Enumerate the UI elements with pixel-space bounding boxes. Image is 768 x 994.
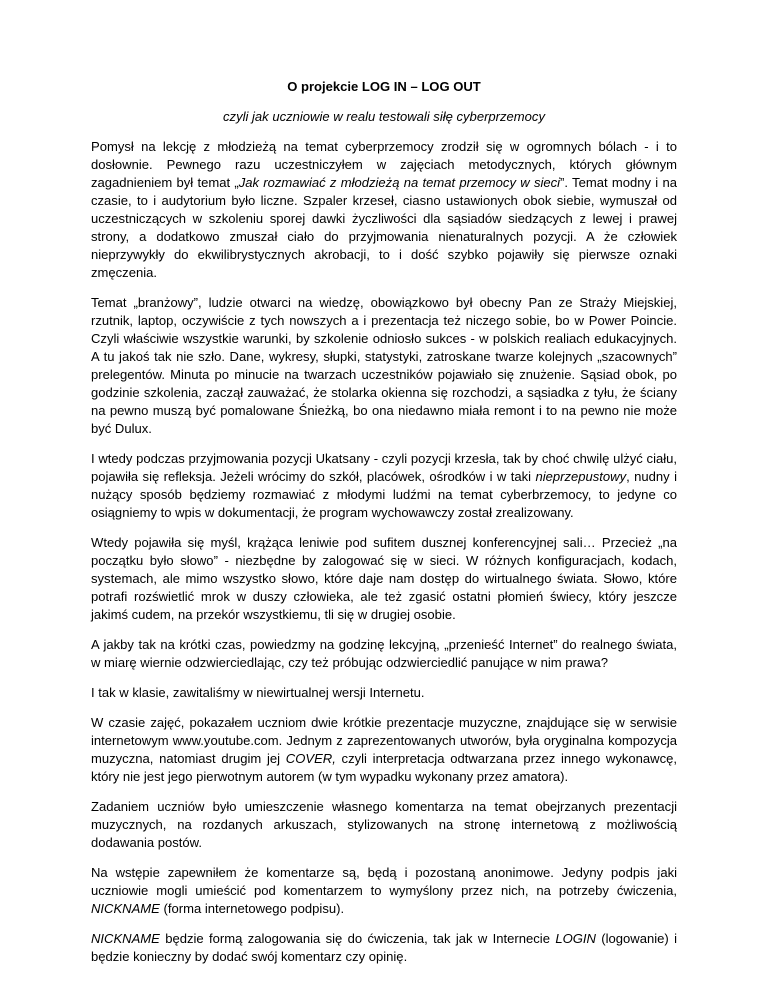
paragraph-7-text-c: czyli interpretacja odtwarzana przez innego wykonawcę, który nie jest jego pierwotnym autorem (w tym wypadku wykonany przez amatora).: [91, 751, 677, 784]
paragraph-7-text-a: W czasie zajęć, pokazałem uczniom dwie krótkie prezentacje muzyczne, znajdujące się w serwisie internetowym www.youtube.com. Jednym z zaprezentowanych utworów, była oryginalna kompozycja muzyczna, natomiast drugim jej: [91, 715, 677, 766]
paragraph-8: Zadaniem uczniów było umieszczenie własnego komentarza na temat obejrzanych prezentacji muzycznych, na rozdanych arkuszach, stylizowanych na stronę internetową z możliwością dodawania postów.: [91, 799, 677, 850]
paragraph-10-text-b: będzie formą zalogowania się do ćwiczenia, tak jak w Internecie: [159, 931, 556, 946]
paragraph-3: [91, 450, 677, 522]
paragraph-7-italic: COVER,: [285, 751, 336, 766]
document-title: O projekcie LOG IN – LOG OUT: [287, 79, 481, 94]
paragraph-3-text-c: , nudny i nużący sposób będziemy rozmawiać z młodymi ludźmi na temat cyberbrzemocy, to jedyne co osiągniemy to wpis w dokumentacji, że program wychowawczy został zrealizowany.: [91, 469, 677, 520]
paragraph-1-italic: Jak rozmawiać z młodzieżą na temat przemocy w sieci: [238, 175, 561, 190]
paragraph-9-italic: NICKNAME: [91, 901, 160, 916]
paragraph-10: [91, 930, 677, 966]
paragraph-5: A jakby tak na krótki czas, powiedzmy na godzinę lekcyjną, „przenieść Internet” do realnego świata, w miarę wiernie odzwierciedlając, czy też próbując odzwierciedlić panujące w nim prawa?: [91, 637, 677, 670]
paragraph-3-italic: nieprzepustowy: [535, 469, 627, 484]
paragraph-2: Temat „branżowy”, ludzie otwarci na wiedzę, obowiązkowo był obecny Pan ze Straży Miejskiej, rzutnik, laptop, oczywiście z tych nowszych a i prezentacja też niczego sobie, bo w Power Poincie. Czyli właściwie wszystkie warunki, by szkolenie odniosło sukces - w polskich realiach edukacyjnych. A tu jakoś tak nie szło. Dane, wykresy, słupki, statystyki, zatroskane twarze kolejnych „szacownych” prelegentów. Minuta po minucie na twarzach uczestników pojawiało się znużenie. Sąsiad obok, po godzinie szkolenia, zaczął zauważać, że stolarka okienna się rozchodzi, a sąsiadka z tyłu, że ściany na pewno muszą być pomalowane Śnieżką, bo ona niedawno miała remont i to na pewno nie może być Dulux.: [91, 295, 677, 436]
paragraph-1-text-a: Pomysł na lekcję z młodzieżą na temat cyberprzemocy zrodził się w ogromnych bólach - i to dosłownie. Pewnego razu uczestniczyłem w zajęciach metodycznych, których głównym zagadnieniem był temat „: [91, 139, 677, 190]
paragraph-9-text-c: (forma internetowego podpisu).: [159, 901, 345, 916]
paragraph-9: [91, 864, 677, 918]
document-subtitle: czyli jak uczniowie w realu testowali siłę cyberprzemocy: [223, 109, 545, 124]
document-page: [91, 78, 677, 978]
paragraph-10-italic-c: LOGIN: [555, 931, 596, 946]
paragraph-6: I tak w klasie, zawitaliśmy w niewirtualnej wersji Internetu.: [91, 685, 425, 700]
paragraph-1: [91, 138, 677, 282]
paragraph-1-text-c: ”. Temat modny i na czasie, to i audytorium było liczne. Szpaler krzeseł, ciasno ustawionych obok siebie, wymuszał od uczestniczących w szkoleniu sporej dawki życzliwości dla sąsiadów siedzących z lewej i prawej strony, a dodatkowo zmuszał ciało do przyjmowania nienaturalnych pozycji. A że człowiek nieprzywykły do ekwilibrystycznych akrobacji, to i dość szybko pojawiły się pierwsze oznaki zmęczenia.: [91, 175, 677, 280]
paragraph-10-text-d: (logowanie) i będzie konieczny by dodać swój komentarz czy opinię.: [91, 931, 677, 964]
paragraph-9-text-a: Na wstępie zapewniłem że komentarze są, będą i pozostaną anonimowe. Jedyny podpis jaki uczniowie mogli umieścić pod komentarzem to wymyślony przez nich, na potrzeby ćwiczenia,: [91, 865, 677, 898]
paragraph-7: [91, 714, 677, 786]
paragraph-10-italic-a: NICKNAME: [91, 931, 160, 946]
paragraph-3-text-a: I wtedy podczas przyjmowania pozycji Ukatsany - czyli pozycji krzesła, tak by choć chwilę ulżyć ciału, pojawiła się refleksja. Jeżeli wrócimy do szkół, placówek, ośrodków i w taki: [91, 451, 677, 484]
paragraph-4: Wtedy pojawiła się myśl, krążąca leniwie pod sufitem dusznej konferencyjnej sali… Przecież „na początku było słowo” - niezbędne by zalogować się w sieci. W różnych konfiguracjach, kodach, systemach, ale mimo wszystko słowo, które daje nam dostęp do wirtualnego świata. Słowo, które potrafi rozświetlić mrok w duszy człowieka, ale też zgasić ostatni płomień świecy, który jeszcze jakimś cudem, na przekór wszystkiemu, tli się w drugiej osobie.: [91, 535, 677, 622]
